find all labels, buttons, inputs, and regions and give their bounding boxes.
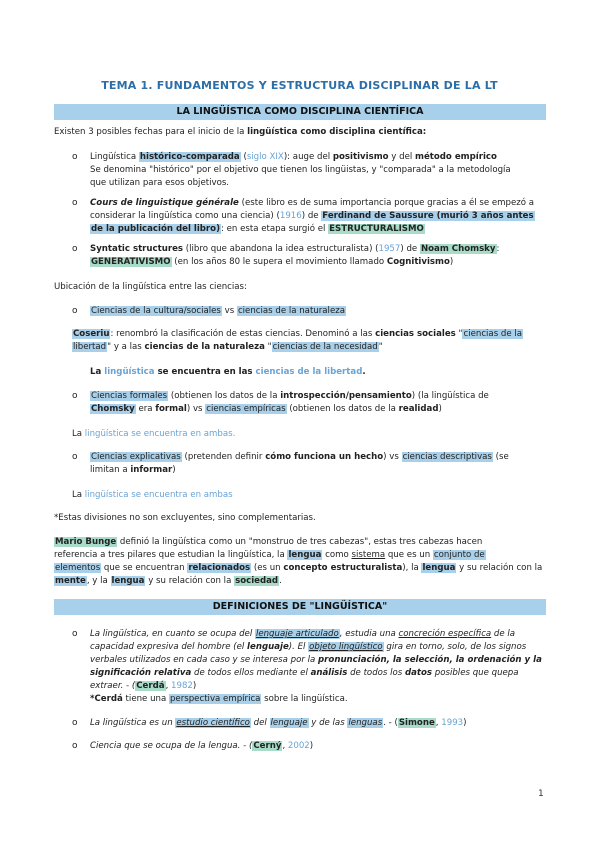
text-run: ciencias empíricas: [206, 404, 286, 414]
text-run: ,: [282, 741, 288, 751]
text-run: lengua: [111, 576, 145, 586]
text-run: ), la: [402, 563, 422, 573]
text-run: La lingüística es un: [90, 718, 176, 728]
text-run: lenguaje: [270, 718, 308, 728]
text-run: : renombró la clasificación de estas ciencias. Denominó a las: [110, 329, 376, 339]
list-item: [90, 151, 497, 164]
bullet-marker: o: [72, 391, 78, 401]
text-run: lingüística como disciplina científica:: [247, 127, 427, 137]
page-number: 1: [538, 789, 544, 799]
bullet-marker: o: [72, 198, 78, 208]
text-run: *Cerdá: [90, 694, 123, 704]
text-run: Mario Bunge: [55, 537, 117, 547]
text-run: Ciencia que se ocupa de la lengua. - (: [90, 741, 253, 751]
text-run: lingüística: [104, 367, 155, 377]
text-run: Cognitivismo: [386, 257, 450, 267]
text-run: perspectiva empírica: [169, 694, 261, 704]
text-run: considerar la lingüística como una ciencia) (: [90, 211, 280, 221]
list-item-text: [90, 403, 442, 416]
bullet-marker: o: [72, 306, 78, 316]
text-run: ": [378, 342, 383, 352]
text-run: ciencias de la necesidad: [272, 342, 378, 352]
bullet-marker: o: [72, 718, 78, 728]
text-run: (en los años 80 le supera el movimiento llamado: [171, 257, 387, 267]
text-run: ) (la lingüística de: [411, 391, 489, 401]
paragraph: *Estas divisiones no son excluyentes, sino complementarias.: [54, 513, 316, 523]
text-run: ) de: [301, 211, 322, 221]
text-run: Ciencias formales: [91, 391, 168, 401]
text-run: siglo XIX: [246, 152, 284, 162]
text-run: Simone: [398, 718, 435, 728]
text-run: Cerdá: [136, 681, 165, 691]
bullet-marker: o: [72, 452, 78, 462]
text-run: era: [135, 404, 156, 414]
text-run: relacionados: [188, 563, 251, 573]
text-run: Lingüística: [90, 152, 139, 162]
text-run: referencia a tres pilares que estudian la lingüística, la: [54, 550, 288, 560]
text-run: capacidad expresiva del hombre (el: [90, 642, 248, 652]
text-run: y de las: [308, 718, 348, 728]
text-run: mente: [55, 576, 86, 586]
text-run: La: [72, 429, 85, 439]
text-run: (este libro es de suma importancia porque gracias a él se empezó a: [238, 198, 535, 208]
text-run: formal: [155, 404, 187, 414]
paragraph: [72, 328, 523, 341]
text-run: estudio científico: [176, 718, 250, 728]
text-run: Ciencias de la cultura/sociales: [91, 306, 221, 316]
text-run: se encuentra en las: [154, 367, 256, 377]
text-run: como: [322, 550, 352, 560]
note-line: [90, 693, 348, 706]
text-run: lenguas: [348, 718, 383, 728]
text-run: y su relación con la: [145, 576, 235, 586]
bullet-marker: o: [72, 244, 78, 254]
text-run: , estudia una: [339, 629, 399, 639]
text-run: .: [362, 367, 366, 377]
list-item-text: [90, 223, 425, 236]
text-run: método empírico: [414, 152, 497, 162]
definition-quote: [90, 628, 515, 641]
text-run: 2002: [287, 741, 310, 751]
text-run: Noam Chomsky: [420, 244, 496, 254]
text-run: (pretenden definir: [181, 452, 266, 462]
intro-line: [54, 126, 426, 139]
text-run: extraer. - (: [90, 681, 136, 691]
text-run: ESTRUCTURALISMO: [329, 224, 424, 234]
text-run: :: [496, 244, 500, 254]
text-run: lenguaje articulado: [255, 629, 339, 639]
paragraph: [54, 536, 482, 549]
definition-quote: [90, 717, 467, 730]
text-run: ciencias descriptivas: [402, 452, 492, 462]
definition-quote: [90, 654, 542, 667]
text-run: , y la: [86, 576, 111, 586]
text-run: objeto lingüístico: [309, 642, 383, 652]
text-run: La: [72, 490, 85, 500]
text-run: (obtienen los datos de la: [168, 391, 281, 401]
text-run: Existen 3 posibles fechas para el inicio de la: [54, 127, 248, 137]
text-run: análisis: [310, 668, 348, 678]
text-run: lengua: [288, 550, 322, 560]
text-run: significación relativa: [90, 668, 192, 678]
paragraph: [54, 562, 542, 575]
paragraph: [54, 549, 486, 562]
list-item-text: que utilizan para esos objetivos.: [90, 178, 230, 188]
page-title: TEMA 1. FUNDAMENTOS Y ESTRUCTURA DISCIPLINAR DE LA LT: [101, 79, 498, 92]
text-run: ): [438, 404, 442, 414]
text-run: positivismo: [332, 152, 389, 162]
text-run: (obtienen los datos de la: [286, 404, 399, 414]
text-run: definió la lingüística como un "monstruo de tres cabezas", estas tres cabezas hacen: [117, 537, 483, 547]
text-run: ,: [435, 718, 442, 728]
list-item-text: [90, 210, 535, 223]
text-run: 1982: [171, 681, 193, 691]
text-run: ): [463, 718, 467, 728]
section-header-disciplina: LA LINGÜÍSTICA COMO DISCIPLINA CIENTÍFICA: [54, 104, 546, 120]
list-item: [90, 243, 499, 256]
paragraph: [90, 366, 366, 379]
list-item: [90, 451, 509, 464]
text-run: ": [264, 342, 272, 352]
text-run: ciencias de la libertad: [255, 367, 363, 377]
text-run: 1916: [279, 211, 302, 221]
text-run: Ferdinand de Saussure (murió 3 años antes: [322, 211, 534, 221]
text-run: ciencias de la: [463, 329, 523, 339]
text-run: de todos los: [347, 668, 405, 678]
text-run: Syntatic structures: [90, 244, 184, 254]
text-run: pronunciación, la selección, la ordenación y la: [318, 655, 542, 665]
list-item: [90, 390, 489, 403]
text-run: lenguaje: [247, 642, 289, 652]
text-run: libertad: [73, 342, 107, 352]
list-item-text: [90, 464, 176, 477]
text-run: histórico-comparada: [139, 152, 240, 162]
text-run: y del: [388, 152, 415, 162]
text-run: sistema: [351, 550, 386, 560]
text-run: introspección/pensamiento: [280, 391, 412, 401]
paragraph: [72, 428, 235, 441]
text-run: lengua: [422, 563, 456, 573]
text-run: Cerný: [253, 741, 282, 751]
text-run: conjunto de: [433, 550, 485, 560]
text-run: ): [172, 465, 176, 475]
bullet-marker: o: [72, 741, 78, 751]
text-run: ): auge del: [283, 152, 333, 162]
text-run: lingüística se encuentra en ambas: [84, 490, 233, 500]
text-run: ). El: [288, 642, 309, 652]
text-run: sociedad: [235, 576, 279, 586]
paragraph: [72, 489, 233, 502]
text-run: 1957: [378, 244, 401, 254]
list-item: [90, 197, 534, 210]
text-run: ): [192, 681, 197, 691]
text-run: datos: [404, 668, 433, 678]
text-run: realidad: [398, 404, 439, 414]
list-item-text: [90, 256, 453, 269]
text-run: ": [455, 329, 463, 339]
text-run: : en esta etapa surgió el: [221, 224, 329, 234]
bullet-marker: o: [72, 152, 78, 162]
text-run: y su relación con la: [456, 563, 543, 573]
text-run: ,: [165, 681, 172, 691]
text-run: concepto estructuralista: [283, 563, 403, 573]
text-run: ciencias sociales: [375, 329, 456, 339]
text-run: ) de: [400, 244, 420, 254]
text-run: Coseriu: [73, 329, 110, 339]
text-run: limitan a: [90, 465, 131, 475]
text-run: (es un: [251, 563, 284, 573]
text-run: gira en torno, solo, de los signos: [383, 642, 527, 652]
paragraph: Ubicación de la lingüística entre las ciencias:: [54, 282, 247, 292]
definition-quote: [90, 667, 519, 680]
text-run: ): [449, 257, 454, 267]
bullet-marker: o: [72, 629, 78, 639]
text-run: lingüística se encuentra en ambas.: [84, 429, 236, 439]
text-run: elementos: [55, 563, 101, 573]
text-run: que es un: [385, 550, 433, 560]
text-run: de la: [491, 629, 516, 639]
text-run: .: [279, 576, 282, 586]
text-run: La: [90, 367, 105, 377]
text-run: Cours de linguistique générale: [90, 198, 239, 208]
text-run: vs: [221, 306, 237, 316]
text-run: ciencias de la naturaleza: [144, 342, 265, 352]
paragraph: [72, 341, 383, 354]
definition-quote: [90, 641, 526, 654]
text-run: del: [250, 718, 270, 728]
text-run: cómo funciona un hecho: [265, 452, 384, 462]
section-header-definiciones: DEFINICIONES DE "LINGÜÍSTICA": [54, 599, 546, 615]
text-run: La lingüística, en cuanto se ocupa del: [90, 629, 255, 639]
text-run: Chomsky: [91, 404, 135, 414]
text-run: (libro que abandona la idea estructuralista) (: [183, 244, 379, 254]
text-run: . - (: [383, 718, 398, 728]
text-run: ciencias de la naturaleza: [237, 306, 346, 316]
text-run: ) vs: [383, 452, 402, 462]
list-item: [90, 305, 346, 318]
text-run: (: [240, 152, 247, 162]
text-run: Ciencias explicativas: [91, 452, 181, 462]
list-item-text: Se denomina "histórico" por el objetivo que tienen los lingüistas, y "comparada" a la metodología: [90, 165, 511, 175]
text-run: (se: [492, 452, 509, 462]
definition-quote: [90, 680, 196, 693]
text-run: ) vs: [186, 404, 206, 414]
text-run: de la publicación del libro): [91, 224, 220, 234]
text-run: que se encuentran: [101, 563, 188, 573]
text-run: concreción específica: [398, 629, 492, 639]
text-run: tiene una: [122, 694, 169, 704]
text-run: sobre la lingüística.: [261, 694, 348, 704]
text-run: 1993: [441, 718, 464, 728]
definition-quote: [90, 740, 313, 753]
paragraph: [54, 575, 282, 588]
text-run: GENERATIVISMO: [91, 257, 171, 267]
text-run: " y a las: [107, 342, 145, 352]
text-run: ): [309, 741, 314, 751]
text-run: verbales utilizados en cada caso y se interesa por la: [90, 655, 319, 665]
text-run: de todos ellos mediante el: [191, 668, 311, 678]
text-run: informar: [130, 465, 173, 475]
text-run: posibles que quepa: [432, 668, 519, 678]
